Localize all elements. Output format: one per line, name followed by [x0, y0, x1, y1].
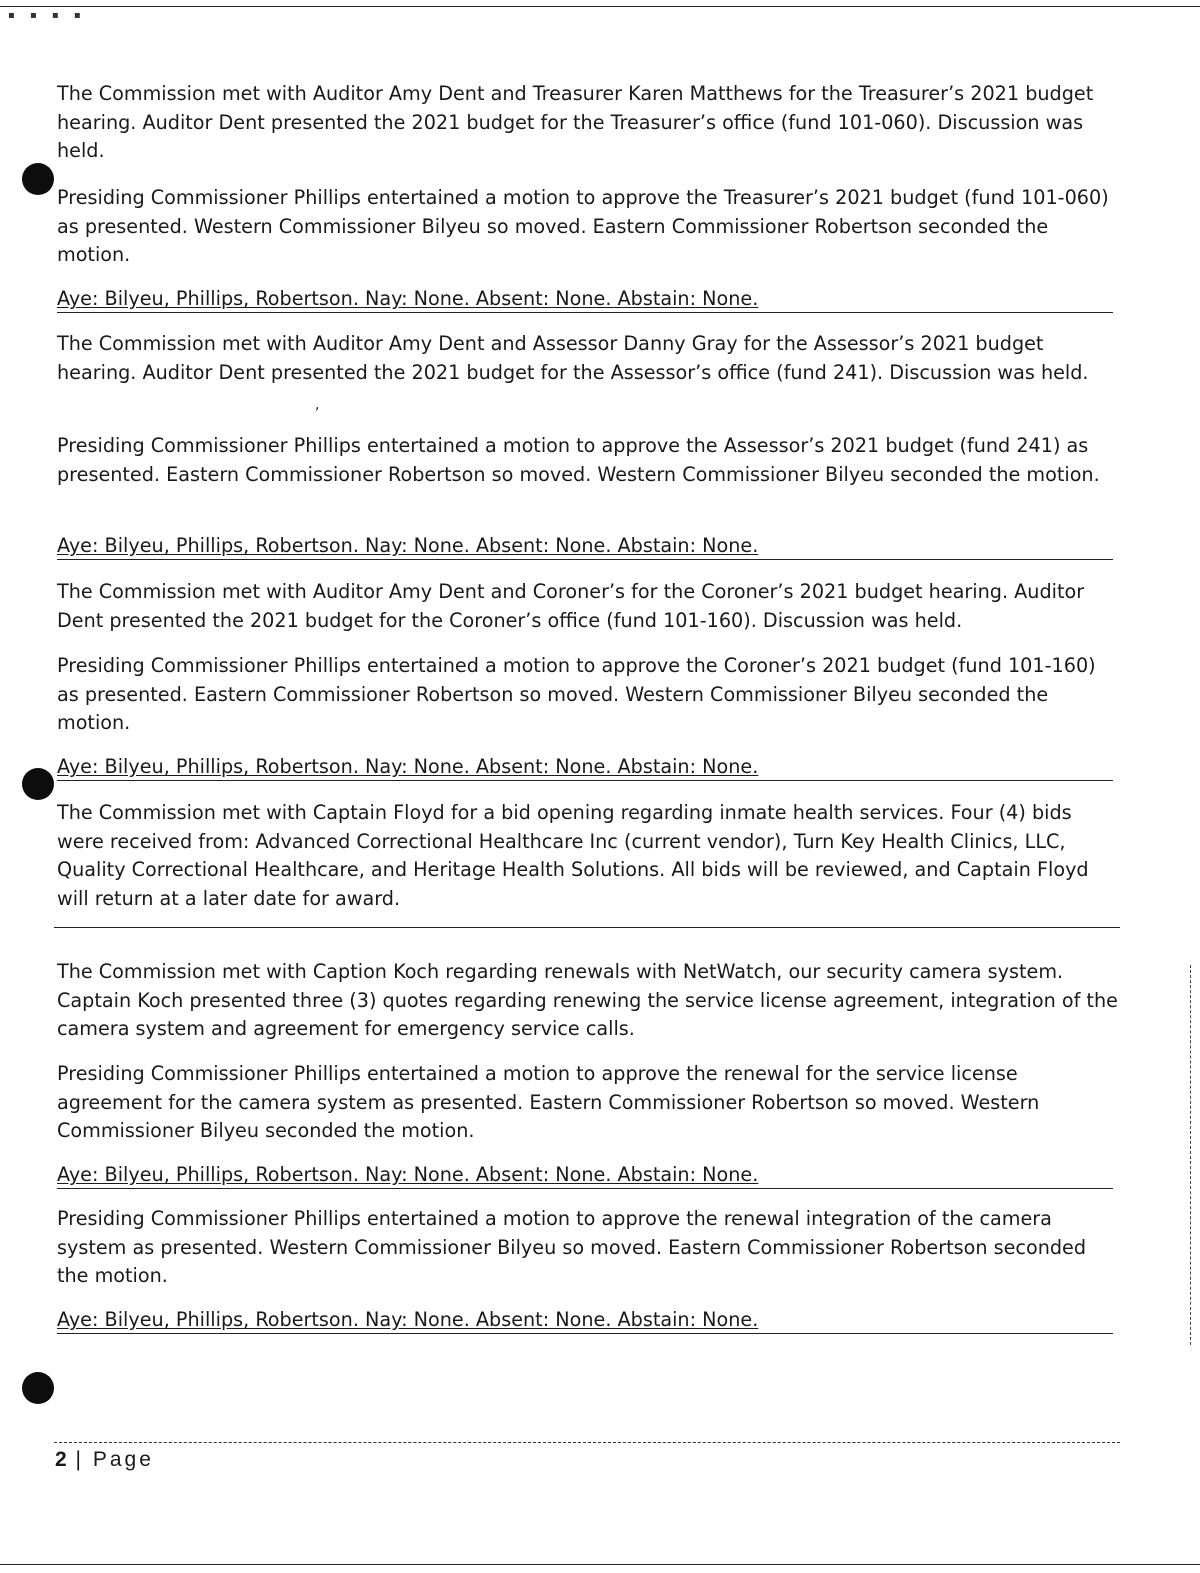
paragraph-assessor-hearing: The Commission met with Auditor Amy Dent and Assessor Danny Gray for the Assessor’s 2021 budget hearing. Auditor Dent presented the 2021 budget for the Assessor’s office (fund 241). Discussion was held. — [57, 332, 1089, 384]
punch-hole-icon — [22, 768, 54, 800]
right-edge-marks — [1190, 965, 1199, 1345]
paragraph-treasurer-motion: Presiding Commissioner Phillips entertained a motion to approve the Treasurer’s 2021 budget (fund 101-060) as presented. Western Commissioner Bilyeu so moved. Eastern Commissioner Robertson seconded the motion. — [57, 186, 1109, 267]
scan-marks: ▪ ▪ ▪ ▪ — [8, 10, 87, 21]
top-border-line — [0, 6, 1200, 7]
page-footer — [55, 1448, 154, 1472]
stray-mark: , — [315, 397, 320, 413]
punch-hole-icon — [22, 1372, 54, 1404]
punch-hole-icon — [22, 163, 54, 195]
vote-line-coroner: Aye: Bilyeu, Phillips, Robertson. Nay: None. Absent: None. Abstain: None. — [57, 754, 1113, 781]
page-number: 2 — [55, 1448, 67, 1471]
paragraph-integration-motion: Presiding Commissioner Phillips entertained a motion to approve the renewal integration of the camera system as presented. Western Commissioner Bilyeu so moved. Eastern Commissioner Robertson seconded the motion. — [57, 1207, 1087, 1288]
bottom-border-line — [0, 1564, 1200, 1565]
paragraph-license-motion: Presiding Commissioner Phillips entertained a motion to approve the renewal for the service license agreement for the camera system as presented. Eastern Commissioner Robertson so moved. Western Commissioner Bilyeu seconded the motion. — [57, 1062, 1040, 1143]
vote-line-integration: Aye: Bilyeu, Phillips, Robertson. Nay: None. Absent: None. Abstain: None. — [57, 1307, 1113, 1334]
vote-line-license: Aye: Bilyeu, Phillips, Robertson. Nay: None. Absent: None. Abstain: None. — [57, 1162, 1113, 1189]
paragraph-netwatch-meeting: The Commission met with Caption Koch regarding renewals with NetWatch, our security camera system. Captain Koch presented three (3) quotes regarding renewing the service license agreement, integration of the camera system and agreement for emergency service calls. — [57, 960, 1118, 1041]
paragraph-coroner-motion: Presiding Commissioner Phillips entertained a motion to approve the Coroner’s 2021 budget (fund 101-160) as presented. Eastern Commissioner Robertson so moved. Western Commissioner Bilyeu seconded the motion. — [57, 654, 1096, 735]
vote-line-treasurer: Aye: Bilyeu, Phillips, Robertson. Nay: None. Absent: None. Abstain: None. — [57, 286, 1113, 313]
vote-line-assessor: Aye: Bilyeu, Phillips, Robertson. Nay: None. Absent: None. Abstain: None. — [57, 533, 1113, 560]
page-separator: | — [75, 1448, 84, 1471]
section-divider — [54, 927, 1120, 928]
paragraph-coroner-hearing: The Commission met with Auditor Amy Dent and Coroner’s for the Coroner’s 2021 budget hearing. Auditor Dent presented the 2021 budget for the Coroner’s office (fund 101-160). Discussion was held. — [57, 580, 1085, 632]
page-label: Page — [92, 1448, 154, 1471]
paragraph-assessor-motion: Presiding Commissioner Phillips entertained a motion to approve the Assessor’s 2021 budget (fund 241) as presented. Eastern Commissioner Robertson so moved. Western Commissioner Bilyeu seconded the motion. — [57, 434, 1100, 486]
paragraph-bid-opening: The Commission met with Captain Floyd for a bid opening regarding inmate health services. Four (4) bids were received from: Advanced Correctional Healthcare Inc (current vendor), Turn Key Health Clinics, LLC, Quality Correctional Healthcare, and Heritage Health Solutions. All bids will be reviewed, and Captain Floyd will return at a later date for award. — [57, 801, 1089, 910]
footer-divider — [54, 1442, 1120, 1443]
paragraph-treasurer-hearing: The Commission met with Auditor Amy Dent and Treasurer Karen Matthews for the Treasurer’s 2021 budget hearing. Auditor Dent presented the 2021 budget for the Treasurer’s office (fund 101-060). Discussion was held. — [57, 82, 1094, 163]
